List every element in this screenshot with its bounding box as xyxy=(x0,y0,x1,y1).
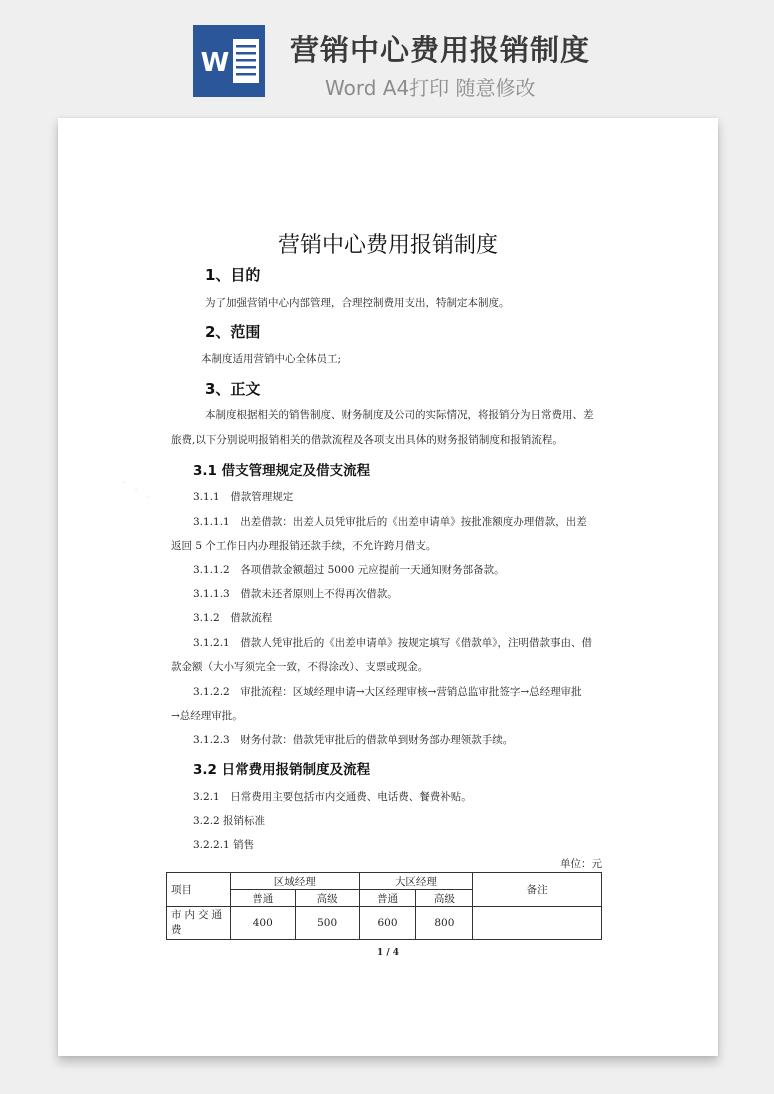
document-title: 营销中心费用报销制度 xyxy=(277,233,498,258)
table-cell-value: 800 xyxy=(416,907,473,940)
table-subheader-normal: 普通 xyxy=(230,890,295,907)
word-icon xyxy=(193,25,265,97)
para-3-2-2: 3.2.2 报销标准 xyxy=(193,815,266,827)
para-3-1-2: 3.1.2 借款流程 xyxy=(193,612,273,624)
para-3-1-1-3: 3.1.1.3 借款未还者原则上不得再次借款。 xyxy=(193,588,398,600)
table-header-area-manager: 大区经理 xyxy=(359,873,473,890)
section-1-heading: 1、目的 xyxy=(205,266,261,284)
banner-title: 营销中心费用报销制度 xyxy=(290,33,591,67)
para-3-2-2-1: 3.2.2.1 销售 xyxy=(193,839,255,851)
table-cell-value: 600 xyxy=(359,907,416,940)
word-icon-letter: W xyxy=(200,48,230,78)
document-page xyxy=(58,118,718,1056)
banner xyxy=(0,0,774,118)
section-2-text: 本制度适用营销中心全体员工; xyxy=(201,353,342,365)
table-header-item: 项目 xyxy=(167,873,231,907)
section-3-1-heading: 3.1 借支管理规定及借支流程 xyxy=(193,463,371,479)
para-3-1-1-1-line2: 返回 5 个工作日内办理报销还款手续，不允许跨月借支。 xyxy=(171,540,437,552)
watermark: · · · xyxy=(114,470,157,511)
para-3-2-1: 3.2.1 日常费用主要包括市内交通费、电话费、餐费补贴。 xyxy=(193,791,472,803)
section-3-heading: 3、正文 xyxy=(205,380,261,398)
unit-label: 单位：元 xyxy=(560,858,602,870)
table-header-row xyxy=(167,873,602,890)
para-3-1-2-1-line2: 款金额（大小写须完全一致，不得涂改）、支票或现金。 xyxy=(171,661,429,673)
table-cell-value: 400 xyxy=(230,907,295,940)
section-2-heading: 2、范围 xyxy=(205,323,261,341)
section-3-2-heading: 3.2 日常费用报销制度及流程 xyxy=(193,762,371,778)
table-cell-item: 市内交通费 xyxy=(167,907,231,940)
fee-standard-table xyxy=(166,872,602,940)
para-3-1-2-2-line2: →总经理审批。 xyxy=(171,710,243,722)
table-subheader-senior: 高级 xyxy=(295,890,359,907)
table-row xyxy=(167,907,602,940)
section-1-text: 为了加强营销中心内部管理，合理控制费用支出，特制定本制度。 xyxy=(205,297,510,309)
para-3-1-1-1-line1: 3.1.1.1 出差借款：出差人员凭审批后的《出差申请单》按批准额度办理借款，出差 xyxy=(193,516,587,528)
section-3-text-line2: 旅费,以下分别说明报销相关的借款流程及各项支出具体的财务报销制度和报销流程。 xyxy=(171,434,563,446)
section-3-text-line1: 本制度根据相关的销售制度、财务制度及公司的实际情况，将报销分为日常费用、差 xyxy=(205,409,594,421)
para-3-1-1: 3.1.1 借款管理规定 xyxy=(193,491,294,503)
table-subheader-senior: 高级 xyxy=(416,890,473,907)
table-cell-remark xyxy=(473,907,602,940)
page-number: 1 / 4 xyxy=(376,948,400,958)
para-3-1-2-1-line1: 3.1.2.1 借款人凭审批后的《出差申请单》按规定填写《借款单》，注明借款事由、借 xyxy=(193,637,592,649)
para-3-1-1-2: 3.1.1.2 各项借款金额超过 5000 元应提前一天通知财务部备款。 xyxy=(193,564,505,576)
banner-subtitle: Word A4打印 随意修改 xyxy=(325,76,536,100)
para-3-1-2-2-line1: 3.1.2.2 审批流程：区域经理申请→大区经理审核→营销总监审批签字→总经理审批 xyxy=(193,686,582,698)
table-subheader-normal: 普通 xyxy=(359,890,416,907)
para-3-1-2-3: 3.1.2.3 财务付款：借款凭审批后的借款单到财务部办理领款手续。 xyxy=(193,734,514,746)
table-header-remark: 备注 xyxy=(473,873,602,907)
table-cell-value: 500 xyxy=(295,907,359,940)
table-header-regional-manager: 区域经理 xyxy=(230,873,359,890)
